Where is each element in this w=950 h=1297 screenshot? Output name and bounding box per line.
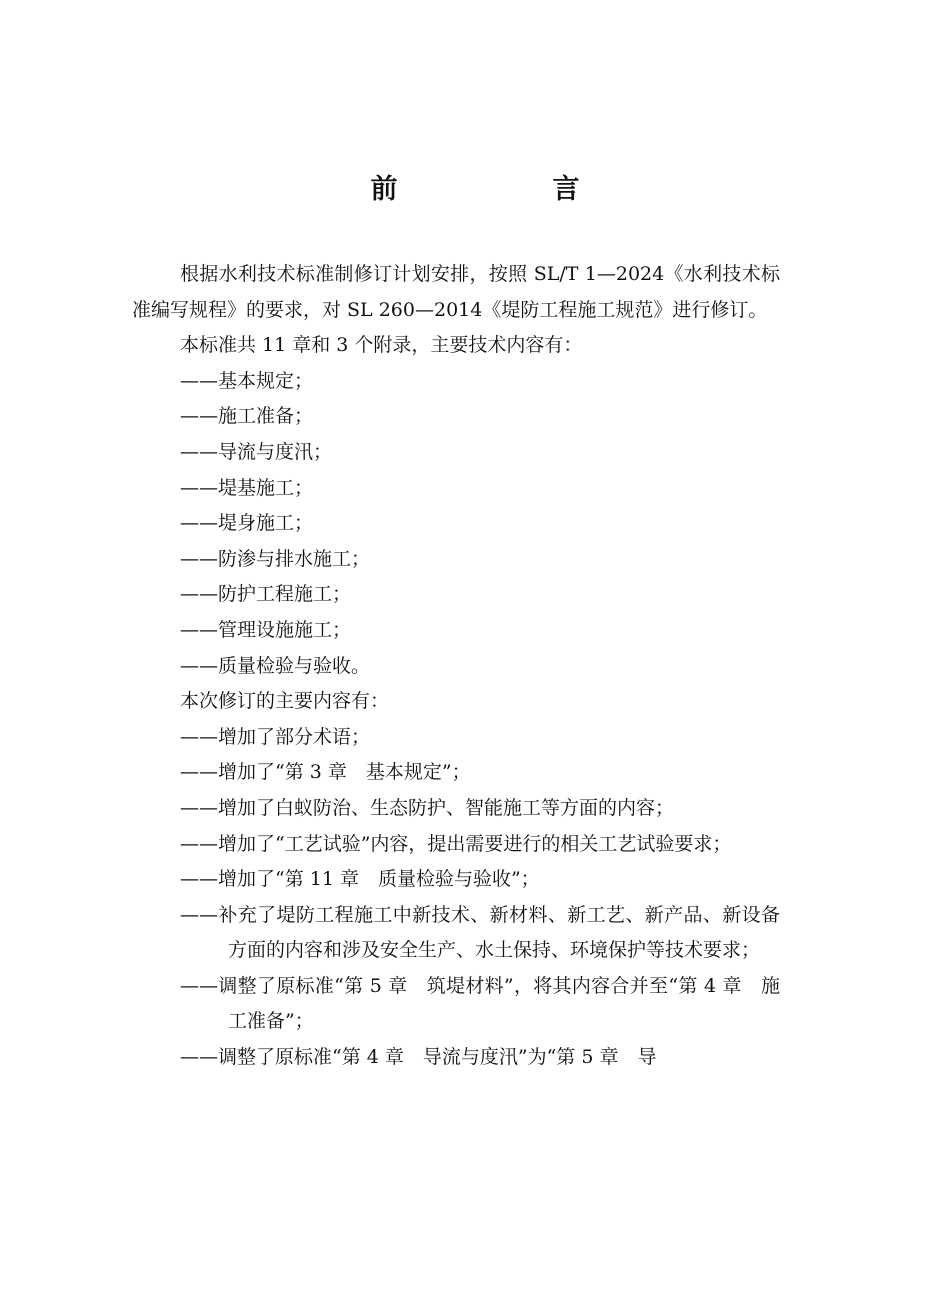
intro-text: 根据水利技术标准制修订计划安排，按照 SL/T 1—2024《水利技术标准编写规程》的要求，对 SL 260—2014《堤防工程施工规范》进行修订。 xyxy=(132,263,780,321)
change-item: ——调整了原标准“第 5 章 筑堤材料”，将其内容合并至“第 4 章 施工准备”； xyxy=(180,974,780,1033)
page-title: 前 言 xyxy=(370,174,644,205)
changes-lead: 本次修订的主要内容有： xyxy=(180,690,390,713)
list-item: ——施工准备； xyxy=(180,405,314,428)
list-item: ——防护工程施工； xyxy=(180,583,352,606)
change-item: ——增加了部分术语； xyxy=(180,725,371,748)
document-body xyxy=(132,257,780,1076)
intro-paragraph xyxy=(132,257,780,328)
list-item: ——防渗与排水施工； xyxy=(180,547,371,570)
list-item: ——导流与度汛； xyxy=(180,440,333,463)
change-item: ——补充了堤防工程施工中新技术、新材料、新工艺、新产品、新设备方面的内容和涉及安全生产、水土保持、环境保护等技术要求； xyxy=(180,903,780,962)
change-item: ——增加了“工艺试验”内容，提出需要进行的相关工艺试验要求； xyxy=(180,832,732,855)
list-item: ——堤身施工； xyxy=(180,512,314,535)
change-item: ——增加了“第 11 章 质量检验与验收”； xyxy=(180,868,540,891)
list-item: ——堤基施工； xyxy=(180,476,314,499)
change-item: ——增加了“第 3 章 基本规定”； xyxy=(180,761,471,784)
list-item: ——管理设施施工； xyxy=(180,618,352,641)
chapters-lead: 本标准共 11 章和 3 个附录，主要技术内容有： xyxy=(180,334,583,357)
change-item: ——增加了白蚁防治、生态防护、智能施工等方面的内容； xyxy=(180,796,675,819)
list-item: ——质量检验与验收。 xyxy=(180,654,371,677)
change-item: ——调整了原标准“第 4 章 导流与度汛”为“第 5 章 导 xyxy=(180,1046,657,1069)
list-item: ——基本规定； xyxy=(180,369,314,392)
